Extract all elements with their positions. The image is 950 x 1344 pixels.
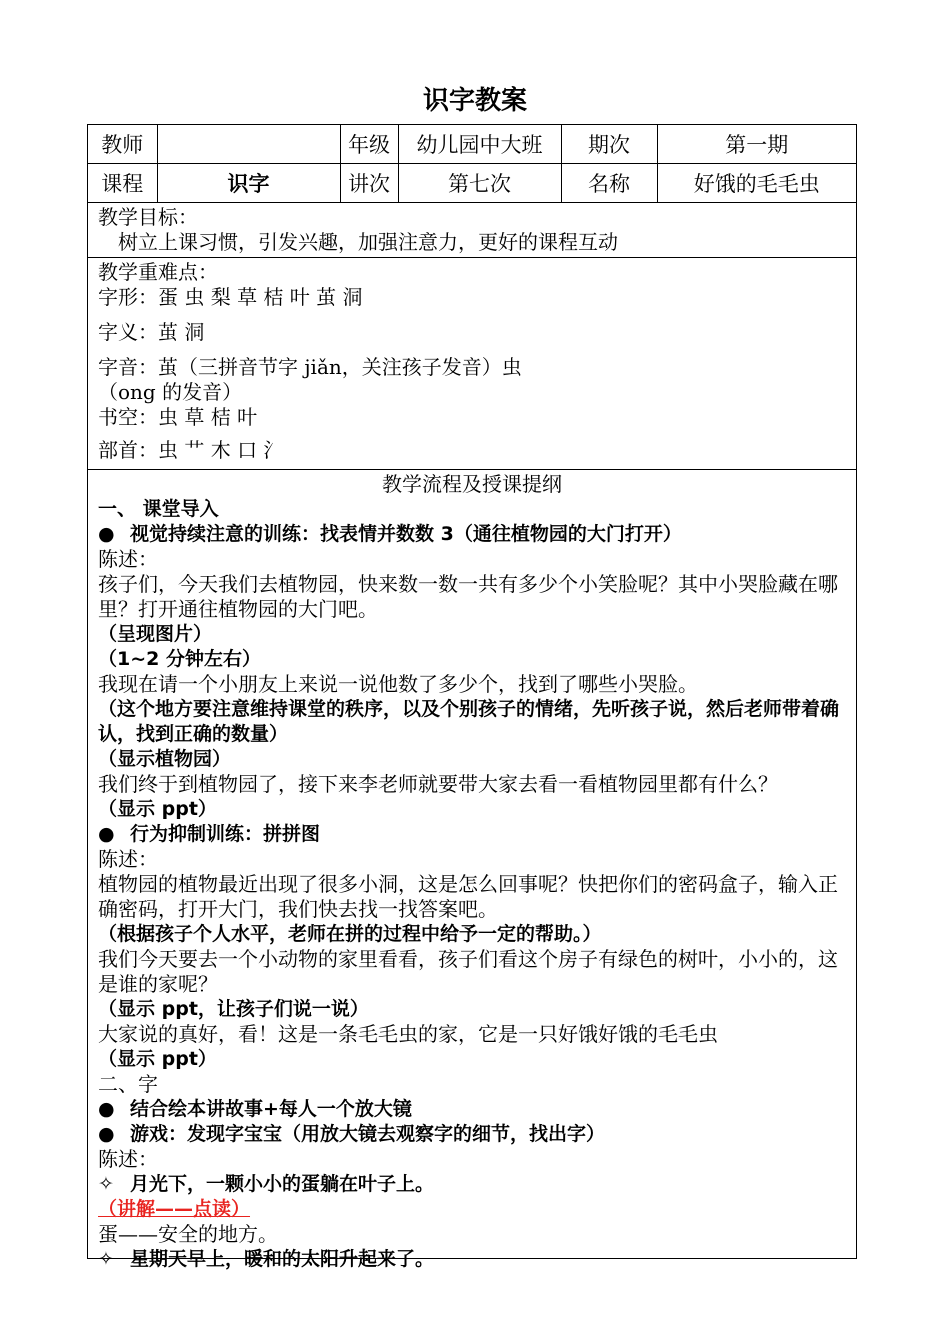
name-label: 名称 [561, 164, 657, 203]
flow-text: 植物园的植物最近出现了很多小洞，这是怎么回事呢？快把你们的密码盒子，输入正确密码，打开大门，我们快去找一找答案吧。 [98, 872, 838, 921]
flow-note: （根据孩子个人水平，老师在拼的过程中给予一定的帮助。） [98, 923, 602, 945]
key-radical: 部首：虫 艹 木 口 氵 [98, 438, 284, 462]
flow-note: （这个地方要注意维持课堂的秩序，以及个别孩子的情绪，先听孩子说，然后老师带着确认，找到正确的数量） [98, 698, 840, 745]
flow-heading: 教学流程及授课提纲 [382, 472, 562, 496]
flow-bullet-item [98, 1122, 846, 1147]
lesson-plan-table [87, 124, 857, 1270]
goal-label: 教学目标： [98, 205, 198, 229]
session-label: 讲次 [340, 164, 398, 203]
key-write: 书空：虫 草 桔 叶 [98, 405, 258, 429]
bullet-dot-icon: ● [98, 1098, 115, 1120]
flow-bullet-text: 游戏：发现字宝宝（用放大镜去观察字的细节，找出字） [130, 1123, 606, 1145]
flow-bullet-item [98, 1097, 846, 1122]
flow-story-item [98, 1247, 846, 1272]
flow-bullet-text: 结合绘本讲故事+每人一个放大镜 [130, 1098, 412, 1120]
flow-bullet-text: 行为抑制训练：拼拼图 [130, 823, 321, 845]
flow-text: 陈述： [98, 1147, 158, 1171]
flow-text: 孩子们，今天我们去植物园，快来数一数一共有多少个小笑脸呢？其中小哭脸藏在哪里？打开通往植物园的大门吧。 [98, 572, 838, 621]
session-value: 第七次 [398, 164, 561, 203]
key-sound-1: 字音：茧（三拼音节字 jiǎn，关注孩子发音）虫 [98, 355, 522, 379]
diamond-icon: ✧ [98, 1248, 114, 1270]
flow-text: 我们终于到植物园了，接下来李老师就要带大家去看一看植物园里都有什么？ [98, 772, 778, 796]
flow-bullet-item [98, 822, 846, 847]
goal-text: 树立上课习惯，引发兴趣，加强注意力，更好的课程互动 [118, 230, 618, 254]
key-label: 教学重难点： [98, 260, 218, 284]
teaching-goal-section [88, 203, 856, 258]
flow-bullet-item [98, 522, 846, 547]
info-row-2 [88, 164, 856, 203]
flow-note: （呈现图片） [98, 623, 213, 645]
flow-note: （显示 ppt） [98, 798, 217, 820]
bullet-dot-icon: ● [98, 523, 115, 545]
flow-red-note: （讲解——点读） [98, 1198, 251, 1220]
flow-note: （1~2 分钟左右） [98, 648, 261, 670]
flow-text: 大家说的真好，看！这是一条毛毛虫的家，它是一只好饿好饿的毛毛虫 [98, 1022, 718, 1046]
info-table [88, 125, 856, 203]
flow-story-text: 月光下，一颗小小的蛋躺在叶子上。 [130, 1173, 435, 1195]
key-shape: 字形：蛋 虫 梨 草 桔 叶 茧 洞 [98, 285, 363, 309]
key-sound-2: （ong 的发音） [98, 380, 243, 404]
course-value: 识字 [157, 164, 340, 203]
bullet-dot-icon: ● [98, 1123, 115, 1145]
flow-story-text: 星期天早上，暖和的太阳升起来了。 [130, 1248, 435, 1270]
flow-note: （显示 ppt） [98, 1048, 217, 1070]
key-points-section [88, 258, 856, 470]
flow-text: 陈述： [98, 547, 158, 571]
teacher-value [157, 125, 340, 164]
grade-label: 年级 [340, 125, 398, 164]
info-row-1 [88, 125, 856, 164]
flow-section-1: 一、 课堂导入 [98, 498, 219, 520]
flow-text: 我们今天要去一个小动物的家里看看，孩子们看这个房子有绿色的树叶，小小的，这是谁的家呢？ [98, 947, 838, 996]
flow-text: 我现在请一个小朋友上来说一说他数了多少个，找到了哪些小哭脸。 [98, 672, 698, 696]
diamond-icon: ✧ [98, 1173, 114, 1195]
key-meaning: 字义：茧 洞 [98, 320, 205, 344]
flow-text: 陈述： [98, 847, 158, 871]
document-title: 识字教案 [422, 86, 527, 116]
name-value: 好饿的毛毛虫 [657, 164, 856, 203]
issue-value: 第一期 [657, 125, 856, 164]
flow-note: （显示 ppt，让孩子们说一说） [98, 998, 369, 1020]
flow-bullet-text: 视觉持续注意的训练：找表情并数数 3（通往植物园的大门打开） [130, 523, 682, 545]
course-label: 课程 [88, 164, 157, 203]
flow-note: （显示植物园） [98, 748, 232, 770]
issue-label: 期次 [561, 125, 657, 164]
bullet-dot-icon: ● [98, 823, 115, 845]
flow-story-item [98, 1172, 846, 1197]
grade-value: 幼儿园中大班 [398, 125, 561, 164]
teaching-flow-section [88, 470, 856, 1274]
teacher-label: 教师 [88, 125, 157, 164]
flow-section-2: 二、字 [98, 1072, 158, 1096]
flow-text: 蛋——安全的地方。 [98, 1222, 278, 1246]
